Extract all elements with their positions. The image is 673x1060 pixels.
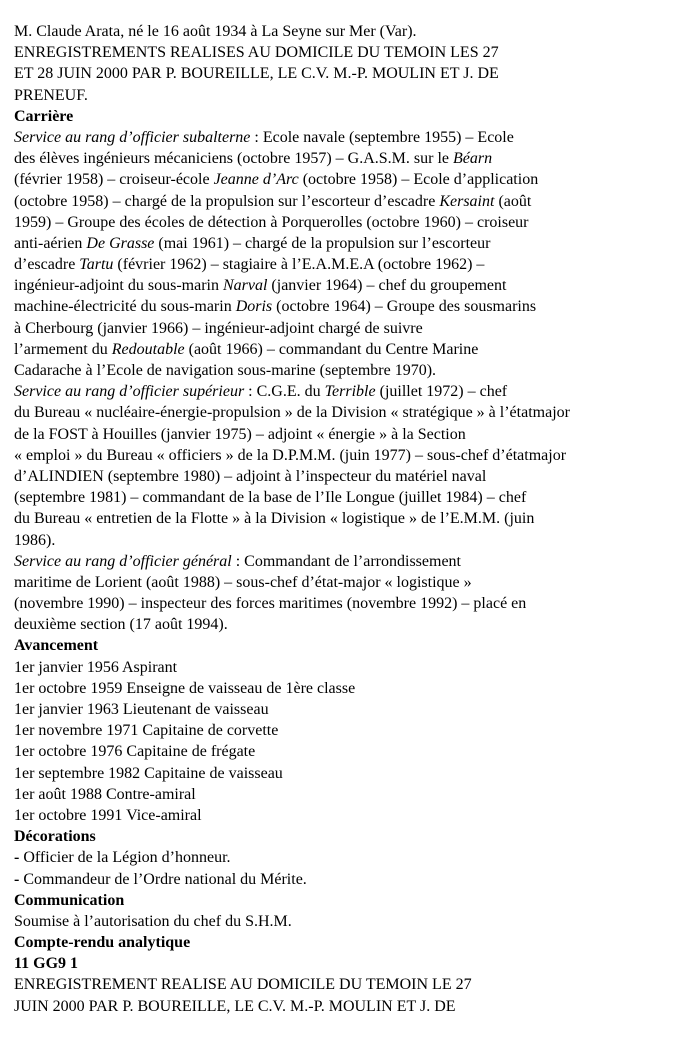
text-segment: - bbox=[14, 849, 20, 867]
text-line bbox=[14, 466, 667, 487]
text-line bbox=[14, 402, 667, 423]
text-segment: : Commandant de l’arrondissement bbox=[231, 552, 461, 570]
text-segment: M. Claude Arata, né le 16 août 1934 à La Seyne sur Mer (Var). bbox=[14, 23, 417, 40]
text-segment: ET 28 JUIN 2000 PAR P. BOUREILLE, LE C.V. M.-P. MOULIN ET J. DE bbox=[14, 65, 499, 83]
text-line bbox=[14, 741, 667, 762]
text-segment: Kersaint bbox=[439, 192, 495, 210]
text-segment: Décorations bbox=[14, 828, 96, 846]
text-segment: Avancement bbox=[14, 637, 99, 655]
text-line bbox=[14, 635, 667, 656]
text-segment: Tartu bbox=[79, 256, 114, 274]
text-segment: Cadarache à l’Ecole de navigation sous-marine (septembre 1970). bbox=[14, 362, 437, 379]
text-line bbox=[14, 508, 667, 529]
text-segment: Commandeur de l’Ordre national du Mérite. bbox=[19, 870, 307, 888]
text-line bbox=[14, 826, 667, 847]
text-segment: des élèves ingénieurs mécaniciens (octobre 1957) – G.A.S.M. sur le bbox=[14, 150, 453, 168]
text-line bbox=[14, 805, 667, 826]
text-segment: Officier de la Légion d’honneur. bbox=[19, 849, 231, 867]
text-segment: (août 1966) – commandant du Centre Marine bbox=[184, 340, 479, 358]
text-segment: Service au rang d’officier supérieur bbox=[14, 383, 245, 401]
text-segment: Service au rang d’officier subalterne bbox=[14, 128, 251, 146]
text-line bbox=[14, 63, 667, 84]
text-segment: du Bureau « nucléaire-énergie-propulsion » de la Division « stratégique » à l’étatmajor bbox=[14, 404, 570, 422]
text-segment: 1er janvier 1963 Lieutenant de vaisseau bbox=[14, 701, 269, 718]
text-line bbox=[14, 445, 667, 466]
text-segment: 1er septembre 1982 Capitaine de vaisseau bbox=[14, 764, 283, 782]
text-segment: Compte-rendu analytique bbox=[14, 934, 191, 952]
text-segment: ENREGISTREMENT REALISE AU DOMICILE DU TEMOIN LE 27 bbox=[14, 976, 472, 994]
text-segment: De Grasse bbox=[86, 234, 155, 252]
text-segment: (octobre 1964) – Groupe des sousmarins bbox=[272, 298, 537, 316]
text-segment: ENREGISTREMENTS REALISES AU DOMICILE DU TEMOIN LES 27 bbox=[14, 44, 499, 62]
text-segment: Soumise à l’autorisation du chef du S.H.M. bbox=[14, 912, 292, 930]
text-segment: (octobre 1958) – Ecole d’application bbox=[298, 171, 539, 189]
text-segment: 11 GG9 1 bbox=[14, 955, 79, 973]
text-line bbox=[14, 678, 667, 699]
text-line bbox=[14, 424, 667, 445]
text-segment: - bbox=[14, 870, 20, 888]
text-line bbox=[14, 487, 667, 508]
text-line bbox=[14, 614, 667, 635]
text-segment: Redoutable bbox=[111, 340, 185, 358]
text-line bbox=[14, 953, 667, 974]
text-segment: 1986). bbox=[14, 531, 56, 549]
text-segment: (octobre 1958) – chargé de la propulsion sur l’escorteur d’escadre bbox=[14, 192, 440, 210]
text-segment: d’escadre bbox=[14, 256, 80, 274]
text-segment: 1er janvier 1956 Aspirant bbox=[14, 658, 178, 676]
text-line bbox=[14, 530, 667, 551]
text-segment: : Ecole navale (septembre 1955) – Ecole bbox=[250, 128, 514, 146]
text-line bbox=[14, 21, 667, 42]
text-segment: Doris bbox=[235, 298, 273, 316]
text-segment: (juillet 1972) – chef bbox=[375, 383, 508, 401]
text-segment: (novembre 1990) – inspecteur des forces maritimes (novembre 1992) – placé en bbox=[14, 595, 527, 613]
text-line bbox=[14, 339, 667, 360]
text-segment: 1er novembre 1971 Capitaine de corvette bbox=[14, 722, 279, 740]
text-line bbox=[14, 720, 667, 741]
text-segment: anti-aérien bbox=[14, 234, 87, 252]
text-line bbox=[14, 318, 667, 339]
text-line bbox=[14, 551, 667, 572]
text-line bbox=[14, 763, 667, 784]
text-segment: Béarn bbox=[453, 150, 493, 168]
text-segment: 1er août 1988 Contre-amiral bbox=[14, 785, 196, 803]
text-line bbox=[14, 932, 667, 953]
text-line bbox=[14, 890, 667, 911]
text-segment: Terrible bbox=[324, 383, 376, 401]
text-segment: Narval bbox=[222, 277, 268, 295]
text-line bbox=[14, 593, 667, 614]
text-line bbox=[14, 296, 667, 317]
text-segment: d’ALINDIEN (septembre 1980) – adjoint à l’inspecteur du matériel naval bbox=[14, 467, 487, 485]
text-segment: Jeanne d’Arc bbox=[213, 171, 299, 189]
text-line bbox=[14, 106, 667, 127]
text-line bbox=[14, 847, 667, 868]
text-segment: : C.G.E. du bbox=[244, 383, 325, 401]
text-segment: 1er octobre 1991 Vice-amiral bbox=[14, 806, 202, 824]
text-segment: PRENEUF. bbox=[14, 86, 88, 104]
text-line bbox=[14, 191, 667, 212]
text-line bbox=[14, 381, 667, 402]
text-line bbox=[14, 85, 667, 106]
text-line bbox=[14, 42, 667, 63]
text-segment: (août bbox=[494, 192, 532, 210]
text-line bbox=[14, 254, 667, 275]
text-segment: l’armement du bbox=[14, 340, 112, 358]
text-segment: de la FOST à Houilles (janvier 1975) – adjoint « énergie » à la Section bbox=[14, 425, 466, 443]
text-segment: ingénieur-adjoint du sous-marin bbox=[14, 277, 223, 295]
text-segment: (janvier 1964) – chef du groupement bbox=[267, 277, 507, 295]
text-line bbox=[14, 784, 667, 805]
text-line bbox=[14, 233, 667, 254]
text-line bbox=[14, 148, 667, 169]
text-segment: du Bureau « entretien de la Flotte » à la Division « logistique » de l’E.M.M. (juin bbox=[14, 510, 535, 528]
text-segment: Carrière bbox=[14, 107, 74, 125]
text-line bbox=[14, 169, 667, 190]
text-line bbox=[14, 212, 667, 233]
text-line bbox=[14, 699, 667, 720]
text-line bbox=[14, 360, 667, 381]
text-segment: machine-électricité du sous-marin bbox=[14, 298, 236, 316]
text-segment: 1er octobre 1976 Capitaine de frégate bbox=[14, 743, 256, 761]
text-segment: « emploi » du Bureau « officiers » de la D.P.M.M. (juin 1977) – sous-chef d’étatmajor bbox=[14, 446, 567, 464]
document-text bbox=[14, 21, 667, 1017]
text-segment: (septembre 1981) – commandant de la base de l’Ile Longue (juillet 1984) – chef bbox=[14, 489, 527, 507]
text-segment: 1er octobre 1959 Enseigne de vaisseau de 1ère classe bbox=[14, 679, 356, 697]
text-line bbox=[14, 869, 667, 890]
text-segment: (février 1962) – stagiaire à l’E.A.M.E.A (octobre 1962) – bbox=[113, 256, 485, 274]
text-segment: à Cherbourg (janvier 1966) – ingénieur-adjoint chargé de suivre bbox=[14, 319, 423, 337]
text-line bbox=[14, 572, 667, 593]
text-segment: Service au rang d’officier général bbox=[14, 552, 232, 570]
text-line bbox=[14, 911, 667, 932]
text-segment: JUIN 2000 PAR P. BOUREILLE, LE C.V. M.-P. MOULIN ET J. DE bbox=[14, 997, 456, 1015]
text-segment: (février 1958) – croiseur-école bbox=[14, 171, 214, 189]
text-segment: maritime de Lorient (août 1988) – sous-chef d’état-major « logistique » bbox=[14, 573, 472, 591]
text-segment: (mai 1961) – chargé de la propulsion sur l’escorteur bbox=[154, 234, 491, 252]
text-line bbox=[14, 127, 667, 148]
text-segment: Communication bbox=[14, 891, 125, 909]
text-line bbox=[14, 974, 667, 995]
text-line bbox=[14, 996, 667, 1017]
text-segment: 1959) – Groupe des écoles de détection à Porquerolles (octobre 1960) – croiseur bbox=[14, 213, 529, 231]
text-line bbox=[14, 657, 667, 678]
text-line bbox=[14, 275, 667, 296]
text-segment: deuxième section (17 août 1994). bbox=[14, 616, 228, 634]
